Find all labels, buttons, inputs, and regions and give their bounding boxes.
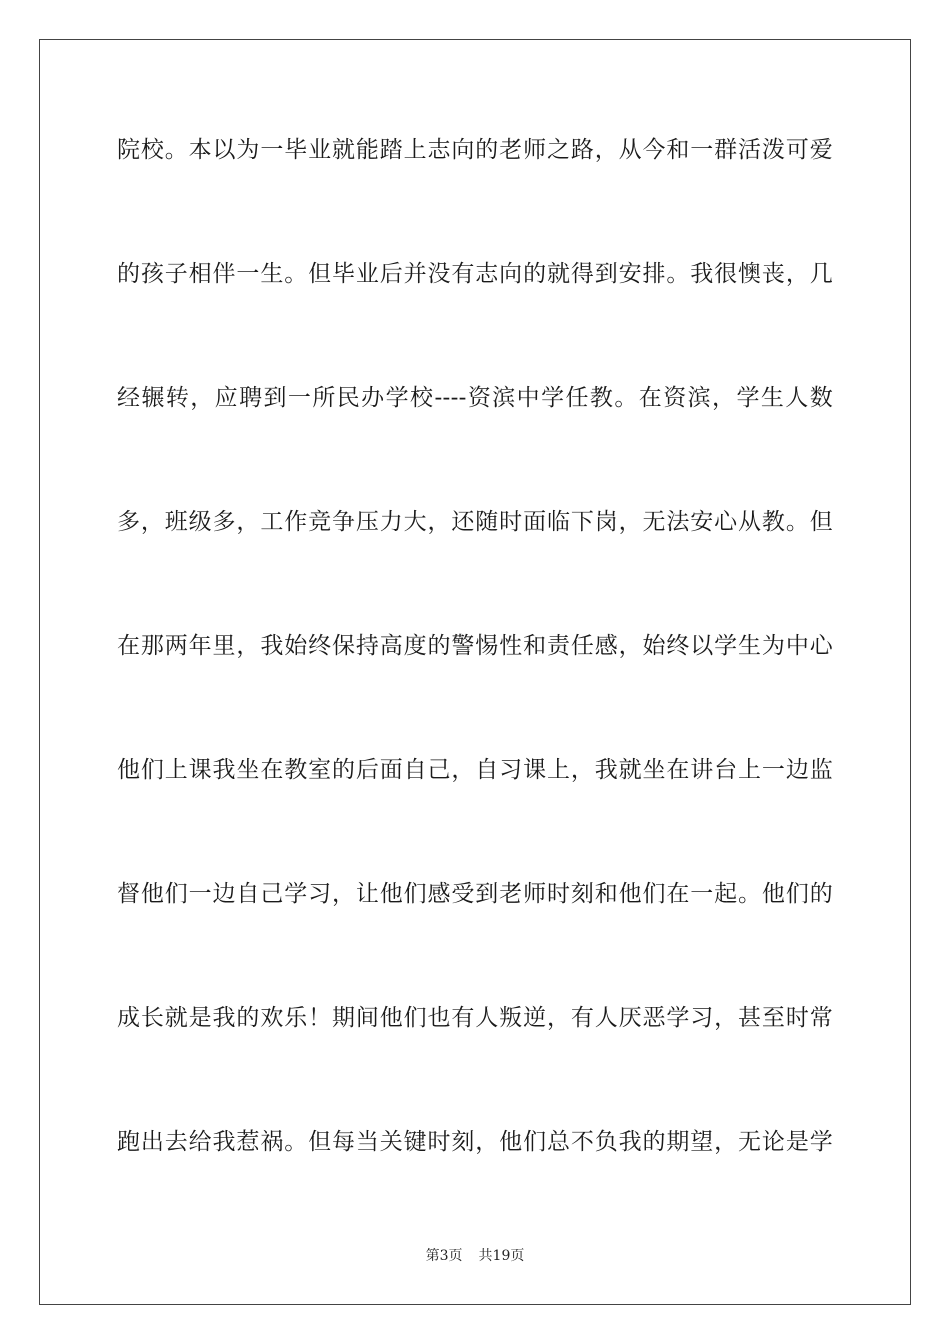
text-line: 跑出去给我惹祸。但每当关键时刻，他们总不负我的期望，无论是学 (117, 1129, 833, 1155)
text-line: 多，班级多，工作竞争压力大，还随时面临下岗，无法安心从教。但 (117, 509, 833, 535)
page-footer (0, 1246, 950, 1266)
text-line: 督他们一边自己学习，让他们感受到老师时刻和他们在一起。他们的 (117, 881, 833, 907)
text-line: 他们上课我坐在教室的后面自己，自习课上，我就坐在讲台上一边监 (117, 757, 833, 783)
page-number: 第3页 (425, 1248, 463, 1264)
text-line: 经辗转，应聘到一所民办学校----资滨中学任教。在资滨，学生人数 (117, 385, 833, 411)
page-border (39, 39, 911, 1305)
page-total: 共19页 (478, 1248, 525, 1264)
text-line: 成长就是我的欢乐！期间他们也有人叛逆，有人厌恶学习，甚至时常 (117, 1005, 833, 1031)
text-line: 在那两年里，我始终保持高度的警惕性和责任感，始终以学生为中心 (117, 633, 833, 659)
text-line: 的孩子相伴一生。但毕业后并没有志向的就得到安排。我很懊丧，几 (117, 261, 833, 287)
text-line: 院校。本以为一毕业就能踏上志向的老师之路，从今和一群活泼可爱 (117, 137, 833, 163)
